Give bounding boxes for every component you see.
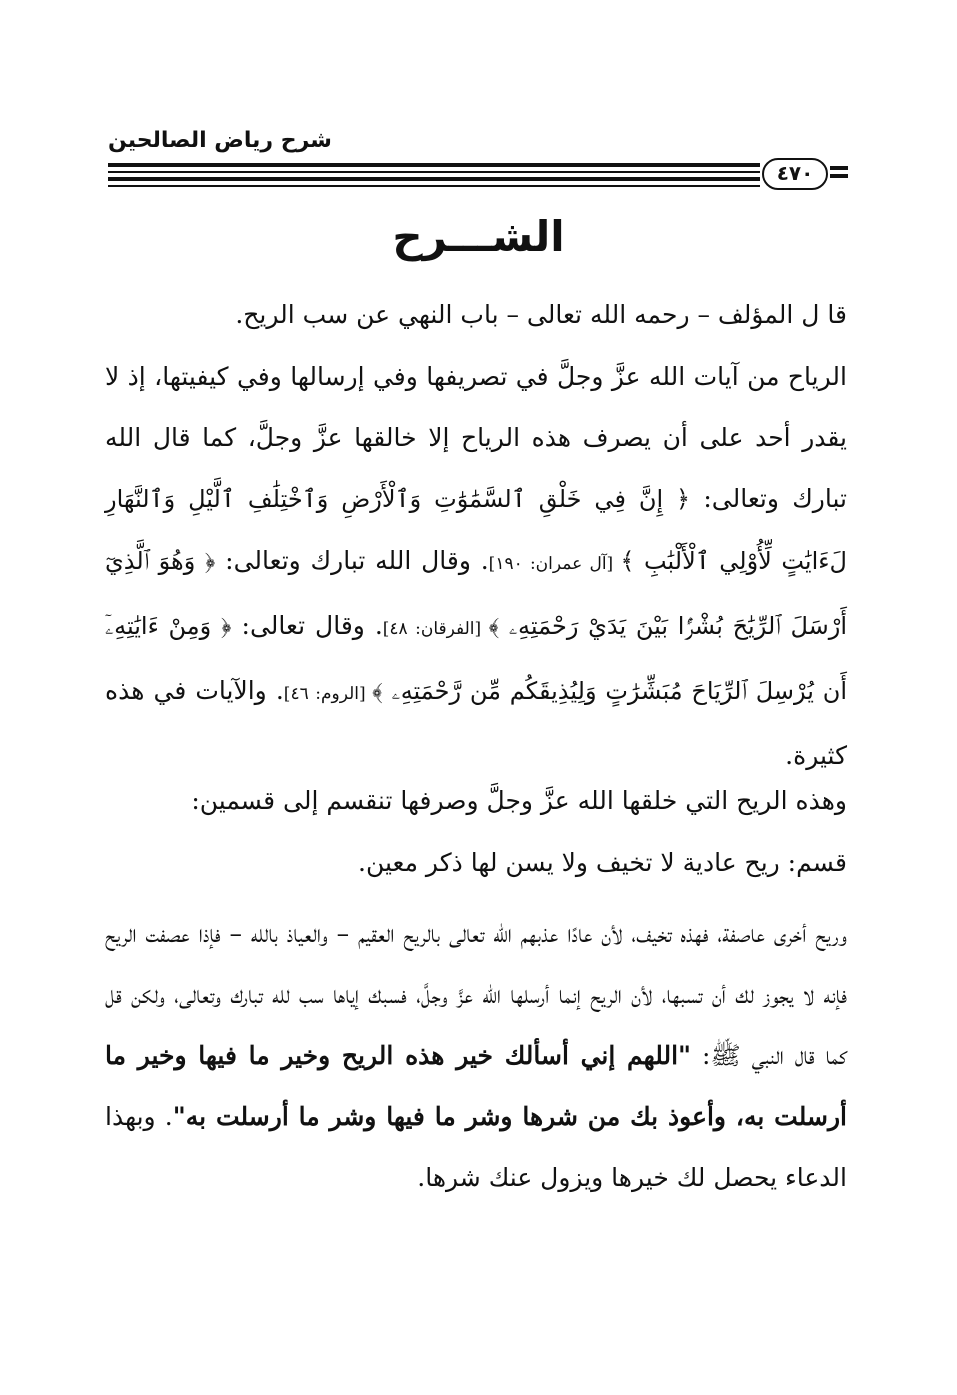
paragraph-text: . والآيات في هذه كثيرة. <box>105 676 847 770</box>
page-number-ornament <box>830 174 848 178</box>
page-number-ornament <box>830 166 848 170</box>
paragraph-type-two <box>105 903 847 1208</box>
paragraph-text: الرياح من آيات الله عزَّ وجلَّ في تصريفها وفي إرسالها وفي كيفيتها، إذ لا يقدر أحد على أن يصرف هذه الرياح إلا خالقها عزَّ وجلَّ، كما قال الله تبارك وتعالى: <box>105 362 847 513</box>
section-title: الشـــرح <box>392 212 565 261</box>
verse-reference: [الفرقان: ٤٨] <box>382 619 489 639</box>
paragraph-winds-signs <box>105 346 847 786</box>
paragraph-intro: قا ل المؤلف – رحمه الله تعالى – باب النهي عن سب الريح. <box>235 300 847 329</box>
paragraph-text: . وقال تعالى: <box>231 611 383 640</box>
running-title: شرح رياض الصالحين <box>108 128 332 153</box>
quran-verse: ﴿ إِنَّ فِي خَلْقِ ٱلسَّمَٰوَٰتِ وَٱلْأَرْضِ وَٱخْتِلَٰفِ ٱلَّيْلِ وَٱلنَّهَارِ لَءَايَٰتٍ لِّأُوْلِي ٱلْأَلْبَٰبِ ﴾ <box>105 485 847 575</box>
paragraph-text: . وبهذا الدعاء يحصل لك خيرها ويزول عنك شرها. <box>105 1102 847 1192</box>
hadith-quote: "اللهم إني أسألك خير هذه الريح وخير ما فيها وخير ما أرسلت به، وأعوذ بك من شرها وشر ما فيها وشر ما أرسلت به" <box>105 1041 847 1131</box>
header-rule <box>108 177 760 181</box>
verse-reference: [الروم: ٤٦] <box>283 684 373 704</box>
header-rule <box>108 185 760 187</box>
paragraph-two-types: وهذه الريح التي خلقها الله عزَّ وجلَّ وصرفها تنقسم إلى قسمين: <box>191 786 847 815</box>
verse-reference: [آل عمران: ١٩٠] <box>488 554 621 574</box>
page-number: ٤٧٠ <box>762 158 828 190</box>
paragraph-text: . وقال الله تبارك وتعالى: <box>215 546 489 575</box>
quran-verse: ﴿ وَمِنْ ءَايَٰتِهِۦٓ أَن يُرْسِلَ ٱلرِّيَاحَ مُبَشِّرَٰتٍ وَلِيُذِيقَكُم مِّن رَّحْمَتِهِۦ ﴾ <box>105 612 848 705</box>
quran-verse: ﴿ وَهُوَ ٱلَّذِيٓ أَرْسَلَ ٱلرِّيَٰحَ بُشْرًۢا بَيْنَ يَدَيْ رَحْمَتِهِۦ ﴾ <box>105 547 848 640</box>
header-rule <box>108 171 760 173</box>
paragraph-type-one: قسم: ريح عادية لا تخيف ولا يسن لها ذكر معين. <box>358 848 847 877</box>
header-rule <box>108 163 760 167</box>
paragraph-text: وريح أخرى عاصفة، فهذه تخيف، لأن عادًا عذبهم الله تعالى بالريح العقيم – والعياذ بالله – فإذا عصفت الريح فإنه لا يجوز لك أن تسبها، لأن الريح إنما أرسلها الله عزَّ وجلَّ، فسبك إياها سب لله تبارك وتعالى، ولكن قل كما قال النبي ﷺ: <box>105 919 847 1070</box>
